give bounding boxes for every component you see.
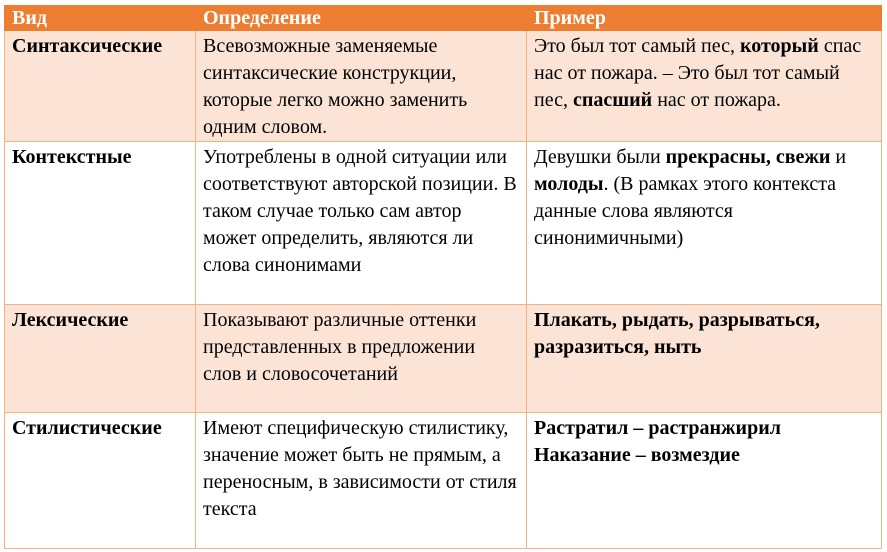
row-example <box>527 413 882 549</box>
example-text: нас от пожара. <box>652 89 781 111</box>
row-example <box>527 305 882 413</box>
example-bold-text: Наказание – возмездие <box>534 444 740 466</box>
example-bold-text: Растратил – растранжирил <box>534 417 781 439</box>
row-definition: Показывают различные оттенки представленных в предложении слов и словосочетаний <box>196 305 527 413</box>
table-row <box>5 31 882 142</box>
example-text: спас нас от пожара. – Это был тот самый пес, <box>534 35 862 111</box>
table-row <box>5 305 882 413</box>
header-kind: Вид <box>5 6 196 31</box>
example-text: . (В рамках этого контекста данные слова являются синонимичными) <box>534 173 837 249</box>
row-example <box>527 142 882 305</box>
example-bold-text: молоды <box>534 173 604 195</box>
row-example <box>527 31 882 142</box>
example-bold-text: спасший <box>572 89 653 111</box>
example-text: Это был тот самый пес, <box>534 35 740 57</box>
header-example: Пример <box>527 6 882 31</box>
row-definition: Имеют специфическую стилистику, значение может быть не прямым, а переносным, в зависимости от стиля текста <box>196 413 527 549</box>
example-bold-text: который <box>739 35 819 57</box>
header-definition: Определение <box>196 6 527 31</box>
synonyms-table <box>4 5 882 549</box>
row-kind: Стилистические <box>5 413 196 549</box>
example-text: Девушки были <box>534 146 666 168</box>
table-row <box>5 142 882 305</box>
table-row <box>5 413 882 549</box>
example-bold-text: прекрасны, свежи <box>665 146 831 168</box>
row-kind: Лексические <box>5 305 196 413</box>
row-kind: Контекстные <box>5 142 196 305</box>
example-text: и <box>830 146 847 168</box>
example-bold-text: Плакать, рыдать, разрываться, разразиться, ныть <box>534 309 820 358</box>
row-definition: Употреблены в одной ситуации или соответствуют авторской позиции. В таком случае только сам автор может определить, являются ли слова синонимами <box>196 142 527 305</box>
row-definition: Всевозможные заменяемые синтаксические конструкции, которые легко можно заменить одним словом. <box>196 31 527 142</box>
row-kind: Синтаксические <box>5 31 196 142</box>
header-row <box>5 6 882 31</box>
